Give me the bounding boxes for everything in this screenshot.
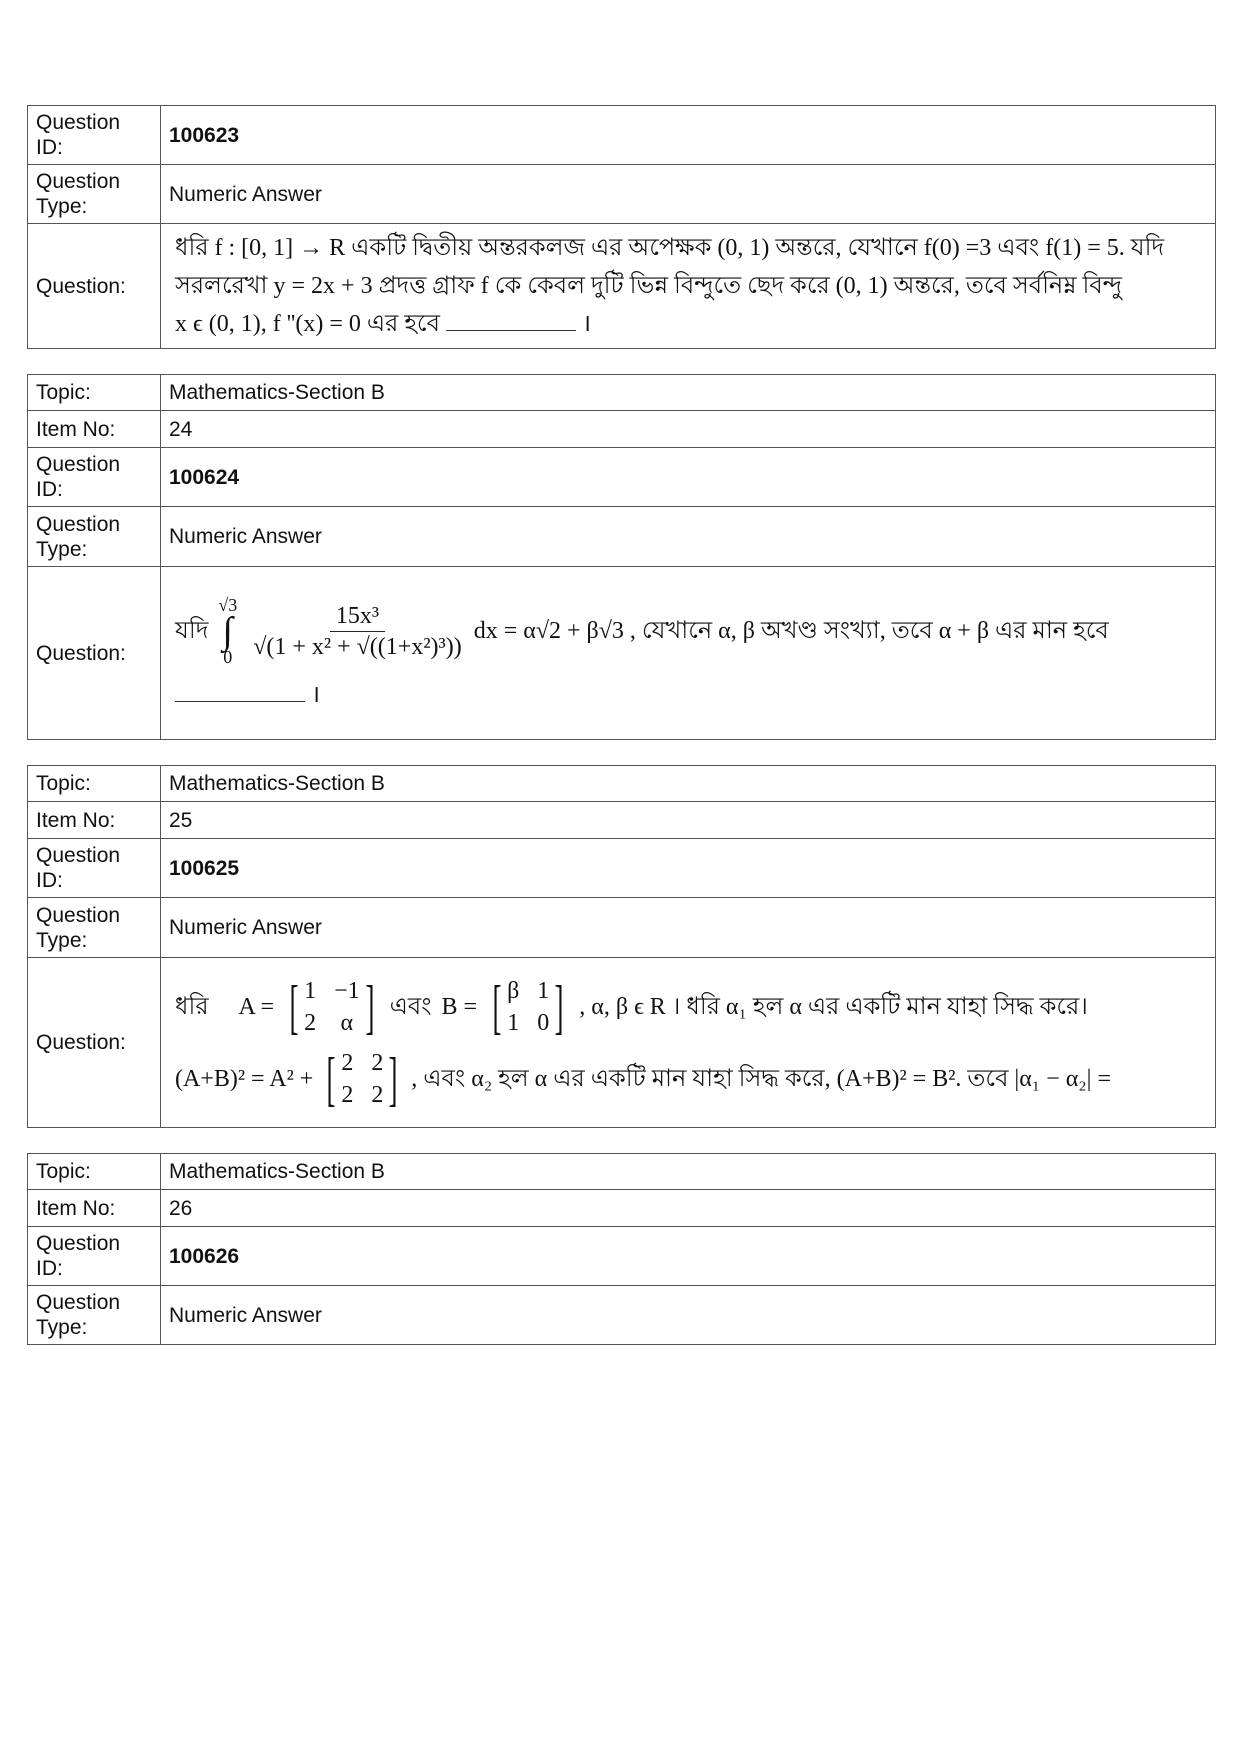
- matrix-b-label: B =: [441, 993, 478, 1020]
- question-text-part: ধরি: [175, 993, 209, 1020]
- question-id-label: Question ID:: [28, 448, 161, 507]
- left-bracket: [: [289, 973, 299, 1040]
- question-label: Question:: [28, 958, 161, 1128]
- question-line: [175, 680, 1201, 710]
- matrix-cell: β: [507, 977, 520, 1004]
- topic-label: Topic:: [28, 375, 161, 411]
- integral-lower-limit: 0: [223, 647, 233, 667]
- question-type-value: Numeric Answer: [161, 898, 1216, 958]
- matrix-cell: 0: [537, 1009, 550, 1036]
- integral-line: [175, 596, 1201, 666]
- item-no-value: 26: [161, 1190, 1216, 1227]
- question-text-part: এবং: [389, 993, 432, 1020]
- item-no-label: Item No:: [28, 802, 161, 839]
- question-type-value: Numeric Answer: [161, 165, 1216, 224]
- question-block-100625: [27, 765, 1216, 1128]
- question-text: [169, 592, 1207, 714]
- question-type-label: Question Type:: [28, 165, 161, 224]
- question-id-value: 100625: [161, 839, 1216, 898]
- matrix-cell: 2: [341, 1081, 354, 1108]
- matrix-cell: 1: [507, 1009, 520, 1036]
- matrix-cell: 2: [371, 1081, 384, 1108]
- topic-label: Topic:: [28, 766, 161, 802]
- matrix-grid: [507, 975, 549, 1039]
- question-label: Question:: [28, 224, 161, 349]
- question-line: [175, 305, 1201, 343]
- denominator: √(1 + x² + √((1+x²)³)): [253, 633, 462, 660]
- right-bracket: ]: [388, 1045, 398, 1112]
- answer-blank: [446, 310, 576, 331]
- matrix-cell: 2: [341, 1049, 354, 1076]
- question-prefix: যদি: [175, 618, 209, 644]
- question-text-part: , α, β ϵ R । ধরি α₁ হল α এর একটি মান যাহা সিদ্ধ করে।: [579, 993, 1088, 1020]
- question-body: [161, 567, 1216, 740]
- integral-upper-limit: √3: [218, 595, 238, 615]
- question-block-100626: [27, 1153, 1216, 1345]
- integrand-fraction: [247, 601, 468, 662]
- right-bracket: ]: [554, 973, 564, 1040]
- question-line: সরলরেখা y = 2x + 3 প্রদত্ত গ্রাফ f কে কেবল দুটি ভিন্ন বিন্দুতে ছেদ করে (0, 1) অন্তরে, তবে সর্বনিম্ন বিন্দু: [175, 273, 1122, 299]
- matrix-grid: [341, 1047, 383, 1111]
- question-body: [161, 224, 1216, 349]
- question-text-part: (A+B)² = A² +: [175, 1065, 314, 1092]
- question-line: [175, 975, 1201, 1039]
- answer-blank: [175, 681, 305, 702]
- matrix-cell: 2: [371, 1049, 384, 1076]
- question-body: [161, 958, 1216, 1128]
- question-text: [169, 225, 1207, 347]
- question-id-value: 100623: [161, 106, 1216, 165]
- numerator: 15x³: [330, 601, 385, 632]
- item-no-label: Item No:: [28, 1190, 161, 1227]
- question-text-part: , এবং α₂ হল α এর একটি মান যাহা সিদ্ধ করে, (A+B)² = B². তবে |α₁ − α₂| =: [411, 1065, 1111, 1092]
- right-bracket: ]: [365, 973, 375, 1040]
- item-no-value: 24: [161, 411, 1216, 448]
- question-label: Question:: [28, 567, 161, 740]
- left-bracket: [: [492, 973, 502, 1040]
- question-block-100624: [27, 374, 1216, 740]
- danda: ।: [311, 682, 321, 708]
- matrix-grid: [304, 975, 360, 1039]
- question-type-label: Question Type:: [28, 898, 161, 958]
- question-type-value: Numeric Answer: [161, 1286, 1216, 1345]
- matrix-cell: α: [340, 1009, 354, 1036]
- question-id-label: Question ID:: [28, 1227, 161, 1286]
- question-id-label: Question ID:: [28, 839, 161, 898]
- danda: ।: [581, 311, 592, 337]
- matrix-a: [284, 975, 380, 1039]
- topic-value: Mathematics-Section B: [161, 375, 1216, 411]
- matrix-a-label: A =: [238, 993, 275, 1020]
- integral-sign: [218, 596, 237, 666]
- question-id-label: Question ID:: [28, 106, 161, 165]
- matrix-cell: −1: [334, 977, 360, 1004]
- question-line-text: x ϵ (0, 1), f ''(x) = 0 এর হবে: [175, 311, 440, 337]
- integral-symbol: ∫: [222, 610, 233, 652]
- topic-value: Mathematics-Section B: [161, 766, 1216, 802]
- matrix-b: [487, 975, 569, 1039]
- question-type-label: Question Type:: [28, 1286, 161, 1345]
- matrix-cell: 1: [304, 977, 317, 1004]
- question-block-100623: [27, 105, 1216, 349]
- question-line: [175, 1047, 1201, 1111]
- question-id-value: 100624: [161, 448, 1216, 507]
- matrix-c: [321, 1047, 403, 1111]
- question-type-label: Question Type:: [28, 507, 161, 567]
- matrix-cell: 1: [537, 977, 550, 1004]
- question-line: ধরি f : [0, 1] → R একটি দ্বিতীয় অন্তরকলজ এর অপেক্ষক (0, 1) অন্তরে, যেখানে f(0) =3 এবং f(1) = 5. যদি: [175, 235, 1165, 261]
- topic-label: Topic:: [28, 1154, 161, 1190]
- integral-rhs: dx = α√2 + β√3: [473, 618, 624, 644]
- question-suffix: , যেখানে α, β অখণ্ড সংখ্যা, তবে α + β এর মান হবে: [629, 618, 1109, 644]
- left-bracket: [: [326, 1045, 336, 1112]
- item-no-label: Item No:: [28, 411, 161, 448]
- matrix-cell: 2: [304, 1009, 317, 1036]
- question-id-value: 100626: [161, 1227, 1216, 1286]
- question-type-value: Numeric Answer: [161, 507, 1216, 567]
- question-text: [169, 971, 1207, 1115]
- topic-value: Mathematics-Section B: [161, 1154, 1216, 1190]
- item-no-value: 25: [161, 802, 1216, 839]
